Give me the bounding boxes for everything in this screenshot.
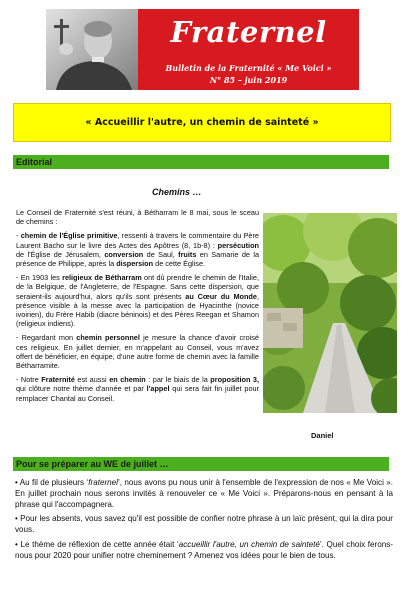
editorial-paragraph: - chemin de l'Église primitive, ressenti à travers le commentaire du Père Laurent Bacho sur le livre des Actes des Apôtres (8, 1b-8) : persécution de l'Église de Jérusalem, conversion de Saul, fruits en Samarie de la présence de Philippe, après la dispersion de cette Église.: [16, 231, 259, 269]
editorial-paragraph: - En 1903 les religieux de Bétharram ont dû prendre le chemin de l'Italie, de la Belgique, de l'Angleterre, de l'Espagne. Sans cette dispersion, que seraient-ils aujourd'hui, alors qu'ils sont présents au Cœur du Monde, présence visible à la messe avec la participation de Hyacinthe (novice ivoirien), du Frère Habib (diacre béninois) et des Pères Reegan et Shamon (religieux indiens).: [16, 273, 259, 329]
masthead-title: Fraternel: [170, 15, 327, 49]
editorial-title: Chemins …: [152, 187, 202, 197]
photo-caption-signature: Daniel: [311, 431, 334, 440]
weekend-body: [15, 478, 393, 566]
weekend-heading-text: Pour se préparer au WE de juillet …: [16, 459, 169, 469]
weekend-paragraph: • Au fil de plusieurs ‘fraternel’, nous avons pu nous unir à l'ensemble de l'expression de nos « Me Voici ». En juillet prochain nous serons invités à renouveler ce « Me Voici ». Préparons-nous en pensant à la phrase qui l'accompagnera.: [15, 478, 394, 509]
editorial-heading-text: Editorial: [16, 157, 53, 167]
editorial-body: [16, 208, 259, 408]
priest-portrait-image: [46, 9, 138, 90]
forest-path-photo: [263, 213, 397, 413]
theme-banner-text: « Accueillir l'autre, un chemin de sainteté »: [85, 117, 319, 128]
editorial-paragraph: - Regardant mon chemin personnel je mesure la chance d'avoir croisé ces religieux. En juillet dernier, en m'appelant au Conseil, vous m'avez offert de bénéficier, en équipe, d'une autre forme de chemin avec la famille Bétharramite.: [16, 333, 259, 371]
weekend-heading: [13, 457, 389, 471]
editorial-heading: [13, 155, 389, 169]
weekend-paragraph: • Pour les absents, vous savez qu'il est possible de confier notre phrase à un laïc présent, qui la dira pour vous.: [15, 514, 393, 535]
masthead-issue: N° 85 – juin 2019: [209, 75, 288, 85]
editorial-paragraph: - Notre Fraternité est aussi en chemin : par le biais de la proposition 3, qui clôture notre thème d'année et par l'appel qui sera fait fin juillet pour remplacer Chantal au Conseil.: [16, 375, 259, 403]
editorial-intro: Le Conseil de Fraternité s'est réuni, à Bétharram le 8 mai, sous le sceau de chemins :: [16, 208, 259, 227]
masthead-subtitle: Bulletin de la Fraternité « Me Voici »: [165, 63, 332, 73]
weekend-paragraph: • Le thème de réflexion de cette année était ‘accueillir l'autre, un chemin de sainteté’. Quel choix ferons-nous pour 2020 pour unifier notre cheminement ? Amenez vos idées pour le bien de tous.: [15, 539, 393, 560]
theme-banner: [13, 103, 391, 142]
masthead: [46, 9, 359, 90]
